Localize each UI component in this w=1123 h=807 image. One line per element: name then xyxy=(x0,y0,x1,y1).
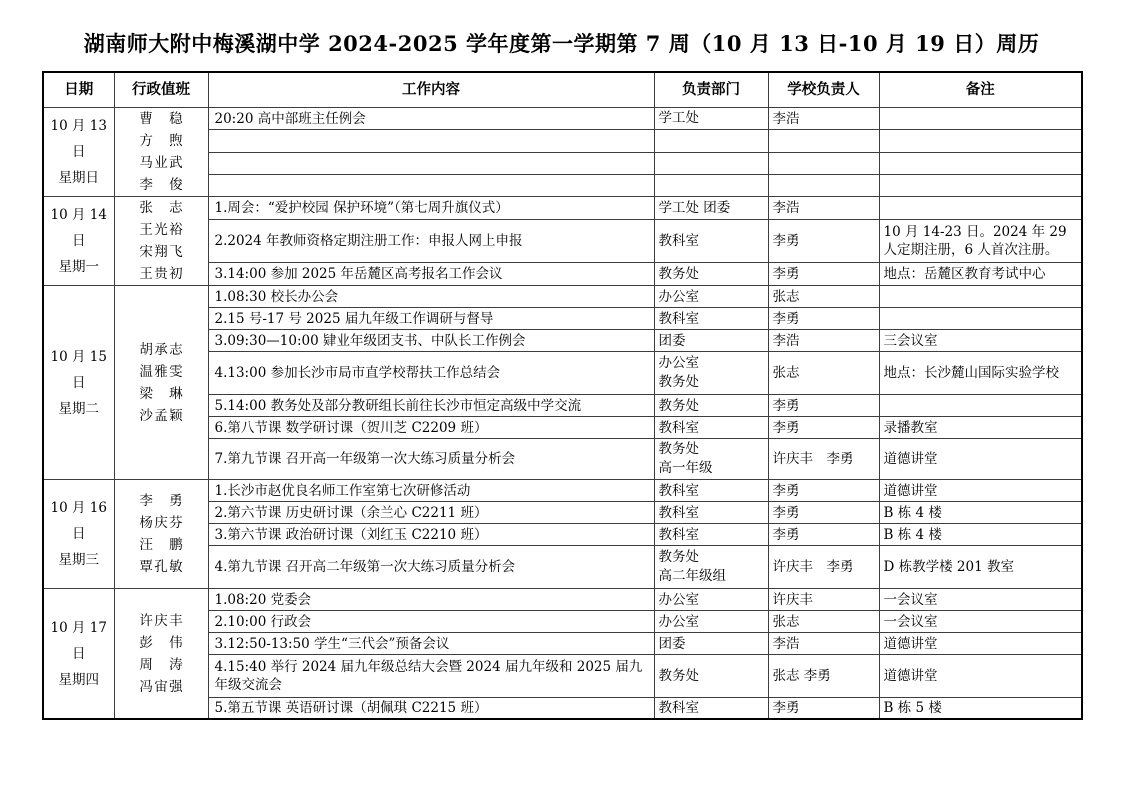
remark-cell: 地点：长沙麓山国际实验学校 xyxy=(879,352,1082,395)
date-cell-tuesday xyxy=(43,286,114,480)
work-content xyxy=(208,174,654,196)
dept-cell xyxy=(654,152,768,174)
remark-cell xyxy=(879,286,1082,308)
leader-cell xyxy=(768,130,879,152)
remark-cell: 10 月 14-23 日。2024 年 29 人定期注册，6 人首次注册。 xyxy=(879,219,1082,263)
work-content: 1.长沙市赵优良名师工作室第七次研修活动 xyxy=(208,480,654,502)
remark-cell: 录播教室 xyxy=(879,417,1082,439)
date-cell-sunday xyxy=(43,108,114,197)
dept-line: 学工处 xyxy=(658,110,699,127)
dept-cell: 团委 xyxy=(654,633,768,655)
leader-cell: 李勇 xyxy=(768,417,879,439)
work-content: 20:20 高中部班主任例会 xyxy=(208,108,654,130)
work-content xyxy=(208,130,654,152)
work-content: 2.2024 年教师资格定期注册工作：申报人网上申报 xyxy=(208,219,654,263)
date-cell-thursday xyxy=(43,589,114,720)
table-row xyxy=(43,108,1082,130)
date-cell-wednesday xyxy=(43,480,114,589)
work-content: 1.08:20 党委会 xyxy=(208,589,654,611)
duty-name: 彭伟 xyxy=(139,634,183,651)
leader-cell: 李勇 xyxy=(768,308,879,330)
remark-cell: 一会议室 xyxy=(879,611,1082,633)
duty-name: 冯宙强 xyxy=(139,678,183,695)
work-content: 7.第九节课 召开高一年级第一次大练习质量分析会 xyxy=(208,439,654,480)
dept-cell: 教科室 xyxy=(654,219,768,263)
page-title: 湖南师大附中梅溪湖中学 2024-2025 学年度第一学期第 7 周（10 月 13 日-10 月 19 日）周历 xyxy=(83,31,1040,56)
leader-cell: 李勇 xyxy=(768,480,879,502)
remark-cell xyxy=(879,108,1082,130)
duty-name: 宋翔飞 xyxy=(139,244,183,260)
remark-cell: B 栋 5 楼 xyxy=(879,698,1082,720)
leader-cell: 李勇 xyxy=(768,263,879,286)
table-row xyxy=(43,480,1082,502)
weekday-text: 星期一 xyxy=(58,259,99,275)
dept-cell: 教科室 xyxy=(654,524,768,546)
duty-name: 张志 xyxy=(139,200,183,216)
duty-cell-monday xyxy=(114,197,208,286)
duty-name: 曹稳 xyxy=(139,111,183,127)
remark-cell: 地点：岳麓区教育考试中心 xyxy=(879,263,1082,286)
dept-cell: 教务处 xyxy=(654,263,768,286)
work-content: 3.12:50-13:50 学生“三代会”预备会议 xyxy=(208,633,654,655)
remark-cell: D 栋教学楼 201 教室 xyxy=(879,546,1082,589)
dept-cell: 学工处 团委 xyxy=(654,197,768,220)
dept-line: 高二年级组 xyxy=(658,568,726,584)
dept-cell: 教务处 xyxy=(654,655,768,698)
remark-cell xyxy=(879,308,1082,330)
remark-cell: 道德讲堂 xyxy=(879,439,1082,480)
leader-cell: 李浩 xyxy=(768,633,879,655)
work-content: 4.15:40 举行 2024 届九年级总结大会暨 2024 届九年级和 2025 届九年级交流会 xyxy=(208,655,654,698)
table-row xyxy=(43,589,1082,611)
duty-name: 李俊 xyxy=(139,177,183,193)
work-content: 5.14:00 教务处及部分教研组长前往长沙市恒定高级中学交流 xyxy=(208,395,654,417)
dept-cell: 办公室 xyxy=(654,286,768,308)
duty-name: 许庆丰 xyxy=(139,612,183,629)
leader-cell: 张志 李勇 xyxy=(768,655,879,698)
work-content: 2.第六节课 历史研讨课（余兰心 C2211 班） xyxy=(208,502,654,524)
duty-cell-sunday xyxy=(114,108,208,197)
leader-cell: 李浩 xyxy=(768,197,879,220)
work-content: 4.13:00 参加长沙市局市直学校帮扶工作总结会 xyxy=(208,352,654,395)
dept-line: 高一年级 xyxy=(658,460,713,476)
dept-cell: 教科室 xyxy=(654,502,768,524)
dept-cell: 团委 xyxy=(654,330,768,352)
duty-cell-tuesday xyxy=(114,286,208,480)
table-row xyxy=(43,286,1082,308)
dept-cell: 办公室 xyxy=(654,611,768,633)
table-header-row xyxy=(43,72,1082,108)
remark-cell: B 栋 4 楼 xyxy=(879,502,1082,524)
weekday-text: 星期日 xyxy=(58,170,99,186)
work-content: 1.08:30 校长办公会 xyxy=(208,286,654,308)
work-content: 3.第六节课 政治研讨课（刘红玉 C2210 班） xyxy=(208,524,654,546)
weekday-text: 星期三 xyxy=(58,552,99,568)
leader-cell: 张志 xyxy=(768,352,879,395)
dept-line: 教务处 xyxy=(658,549,699,565)
dept-cell xyxy=(654,130,768,152)
dept-line: 教务处 xyxy=(658,374,699,390)
leader-cell: 许庆丰 李勇 xyxy=(768,546,879,589)
header-remark: 备注 xyxy=(879,72,1082,108)
duty-name: 沙孟颖 xyxy=(139,407,183,424)
duty-name: 马业武 xyxy=(139,155,183,171)
leader-cell: 张志 xyxy=(768,286,879,308)
remark-cell xyxy=(879,395,1082,417)
leader-cell: 李勇 xyxy=(768,698,879,720)
work-content: 5.第五节课 英语研讨课（胡佩琪 C2215 班） xyxy=(208,698,654,720)
duty-cell-thursday xyxy=(114,589,208,720)
duty-cell-wednesday xyxy=(114,480,208,589)
duty-name: 梁琳 xyxy=(139,385,183,402)
remark-cell xyxy=(879,130,1082,152)
leader-cell: 李勇 xyxy=(768,524,879,546)
leader-cell: 李浩 xyxy=(768,330,879,352)
remark-cell: 一会议室 xyxy=(879,589,1082,611)
work-content: 6.第八节课 数学研讨课（贺川芝 C2209 班） xyxy=(208,417,654,439)
leader-cell: 李勇 xyxy=(768,395,879,417)
dept-cell: 教科室 xyxy=(654,308,768,330)
leader-cell: 李浩 xyxy=(768,108,879,130)
dept-cell xyxy=(654,174,768,196)
weekday-text: 星期四 xyxy=(58,671,99,688)
dept-line: 办公室 xyxy=(658,355,699,371)
work-content: 3.09:30—10:00 肄业年级团支书、中队长工作例会 xyxy=(208,330,654,352)
weekday-text: 星期二 xyxy=(58,400,99,417)
remark-cell: 三会议室 xyxy=(879,330,1082,352)
duty-name: 杨庆芬 xyxy=(139,515,183,531)
duty-name: 王光裕 xyxy=(139,222,183,238)
leader-cell: 李勇 xyxy=(768,219,879,263)
leader-cell: 张志 xyxy=(768,611,879,633)
dept-cell xyxy=(654,352,768,395)
remark-cell xyxy=(879,174,1082,196)
work-content xyxy=(208,152,654,174)
date-text: 10 月 17 日 xyxy=(50,619,107,662)
duty-name: 温雅雯 xyxy=(139,363,183,380)
date-cell-monday xyxy=(43,197,114,286)
remark-cell: 道德讲堂 xyxy=(879,480,1082,502)
date-text: 10 月 16 日 xyxy=(50,500,107,542)
leader-cell: 李勇 xyxy=(768,502,879,524)
date-text: 10 月 15 日 xyxy=(50,348,107,391)
work-content: 1.周会：“爱护校园 保护环境”（第七周升旗仪式） xyxy=(208,197,654,220)
work-content: 2.15 号-17 号 2025 届九年级工作调研与督导 xyxy=(208,308,654,330)
table-row xyxy=(43,197,1082,220)
remark-cell: 道德讲堂 xyxy=(879,655,1082,698)
duty-name: 王贵初 xyxy=(139,266,183,282)
dept-line: 教务处 xyxy=(658,441,699,457)
duty-name: 汪鹏 xyxy=(139,537,183,553)
dept-cell: 教科室 xyxy=(654,417,768,439)
date-text: 10 月 13 日 xyxy=(50,118,107,160)
duty-name: 李勇 xyxy=(139,493,183,509)
dept-cell: 教科室 xyxy=(654,480,768,502)
leader-cell xyxy=(768,174,879,196)
remark-cell: 道德讲堂 xyxy=(879,633,1082,655)
work-content: 3.14:00 参加 2025 年岳麓区高考报名工作会议 xyxy=(208,263,654,286)
duty-name: 胡承志 xyxy=(139,341,183,358)
date-text: 10 月 14 日 xyxy=(50,207,107,249)
remark-cell xyxy=(879,152,1082,174)
header-leader: 学校负责人 xyxy=(768,72,879,108)
header-date: 日期 xyxy=(43,72,114,108)
header-content: 工作内容 xyxy=(208,72,654,108)
leader-cell: 许庆丰 xyxy=(768,589,879,611)
remark-cell xyxy=(879,197,1082,220)
leader-cell: 许庆丰 李勇 xyxy=(768,439,879,480)
dept-cell: 办公室 xyxy=(654,589,768,611)
header-dept: 负责部门 xyxy=(654,72,768,108)
duty-name: 周涛 xyxy=(139,656,183,673)
dept-cell xyxy=(654,439,768,480)
duty-name: 方煦 xyxy=(139,133,183,149)
work-content: 4.第九节课 召开高二年级第一次大练习质量分析会 xyxy=(208,546,654,589)
dept-cell xyxy=(654,108,768,130)
duty-name: 覃孔敏 xyxy=(139,559,183,575)
weekly-schedule-table xyxy=(42,71,1083,720)
dept-cell: 教务处 xyxy=(654,395,768,417)
remark-cell: B 栋 4 楼 xyxy=(879,524,1082,546)
work-content: 2.10:00 行政会 xyxy=(208,611,654,633)
leader-cell xyxy=(768,152,879,174)
dept-cell: 教科室 xyxy=(654,698,768,720)
header-duty: 行政值班 xyxy=(114,72,208,108)
dept-cell xyxy=(654,546,768,589)
